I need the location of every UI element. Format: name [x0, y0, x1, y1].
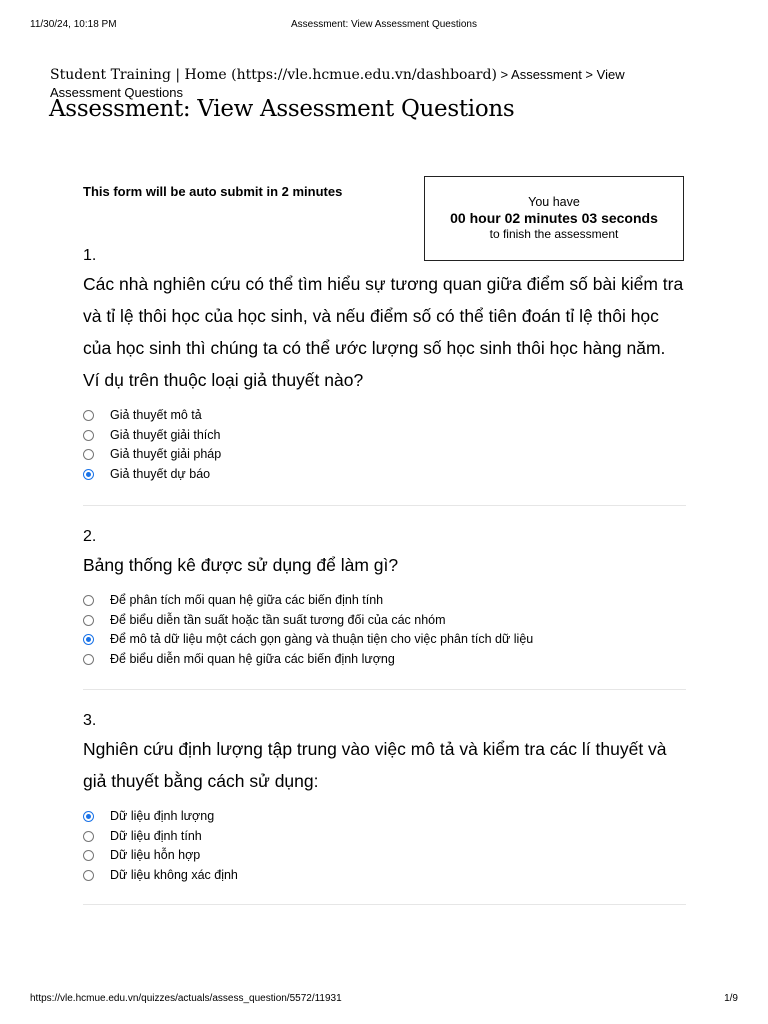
option-label: Để biểu diễn mối quan hệ giữa các biến định lượng: [110, 651, 395, 666]
answer-options: [83, 807, 686, 885]
radio-button-selected[interactable]: [83, 811, 94, 822]
radio-button[interactable]: [83, 595, 94, 606]
timer-remaining: 00 hour 02 minutes 03 seconds: [450, 210, 658, 226]
question-text: Nghiên cứu định lượng tập trung vào việc mô tả và kiểm tra các lí thuyết và giả thuyết bằng cách sử dụng:: [83, 739, 667, 791]
answer-option[interactable]: [83, 426, 686, 446]
question-1: [83, 246, 686, 484]
answer-option[interactable]: [83, 846, 686, 866]
option-label: Dữ liệu hỗn hợp: [110, 848, 201, 862]
print-footer: [0, 993, 768, 1007]
radio-button[interactable]: [83, 615, 94, 626]
answer-option[interactable]: [83, 630, 686, 650]
option-label: Giả thuyết mô tả: [110, 408, 202, 422]
question-divider: [83, 689, 686, 690]
option-label: Dữ liệu định tính: [110, 828, 202, 843]
answer-option[interactable]: [83, 807, 686, 827]
question-divider: [83, 505, 686, 506]
question-text: Bảng thống kê được sử dụng để làm gì?: [83, 555, 399, 575]
timer-prefix: You have: [528, 195, 580, 209]
answer-option[interactable]: [83, 827, 686, 847]
print-url: https://vle.hcmue.edu.vn/quizzes/actuals/assess_question/5572/11931: [30, 993, 342, 1004]
radio-button-selected[interactable]: [83, 634, 94, 645]
radio-button[interactable]: [83, 410, 94, 421]
breadcrumb-trail: > Assessment > View Assessment Questions: [50, 67, 625, 100]
answer-option[interactable]: [83, 591, 686, 611]
option-label: Dữ liệu định lượng: [110, 809, 215, 823]
radio-button[interactable]: [83, 831, 94, 842]
option-label: Giả thuyết dự báo: [110, 466, 211, 481]
option-label: Để biểu diễn tần suất hoặc tần suất tương đối của các nhóm: [110, 612, 446, 627]
question-divider: [83, 904, 686, 905]
question-number: 3.: [83, 712, 97, 729]
answer-option[interactable]: [83, 445, 686, 465]
print-header: [0, 19, 768, 33]
radio-button[interactable]: [83, 430, 94, 441]
radio-button[interactable]: [83, 870, 94, 881]
question-3: [83, 711, 686, 885]
question-2: [83, 527, 686, 669]
answer-option[interactable]: [83, 611, 686, 631]
answer-option[interactable]: [83, 465, 686, 485]
question-text: Các nhà nghiên cứu có thể tìm hiểu sự tương quan giữa điểm số bài kiểm tra và tỉ lệ thôi học của học sinh, và nếu điểm số có thể tiên đoán tỉ lệ thôi học của học sinh thì chúng ta có thể ước lượng số học sinh thôi học hàng năm. Ví dụ trên thuộc loại giả thuyết nào?: [83, 274, 684, 390]
question-number: 1.: [83, 247, 97, 264]
print-page-title: Assessment: View Assessment Questions: [290, 19, 477, 30]
page-title: Assessment: View Assessment Questions: [49, 96, 515, 122]
option-label: Giả thuyết giải pháp: [110, 447, 222, 461]
radio-button[interactable]: [83, 449, 94, 460]
radio-button[interactable]: [83, 654, 94, 665]
auto-submit-notice: This form will be auto submit in 2 minutes: [83, 184, 343, 199]
answer-option[interactable]: [83, 650, 686, 670]
question-number: 2.: [83, 528, 97, 545]
option-label: Dữ liệu không xác định: [110, 867, 238, 882]
breadcrumb-home-link[interactable]: Student Training | Home (https://vle.hcmue.edu.vn/dashboard): [50, 67, 497, 83]
option-label: Giả thuyết giải thích: [110, 427, 221, 442]
timer-suffix: to finish the assessment: [489, 227, 619, 241]
radio-button-selected[interactable]: [83, 469, 94, 480]
print-date: 11/30/24, 10:18 PM: [30, 19, 117, 30]
option-label: Để mô tả dữ liệu một cách gọn gàng và thuận tiện cho việc phân tích dữ liệu: [110, 632, 534, 646]
page-counter: 1/9: [724, 993, 738, 1004]
answer-options: [83, 406, 686, 484]
answer-options: [83, 591, 686, 669]
option-label: Để phân tích mối quan hệ giữa các biến định tính: [110, 593, 384, 607]
radio-button[interactable]: [83, 850, 94, 861]
answer-option[interactable]: [83, 406, 686, 426]
answer-option[interactable]: [83, 866, 686, 886]
